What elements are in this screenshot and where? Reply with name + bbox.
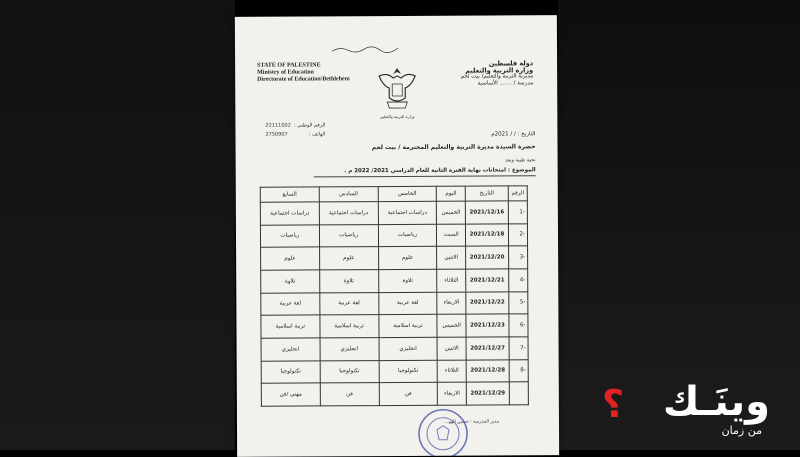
header-ar-directorate: مديرية التربية والتعليم/ بيت لحم — [460, 73, 534, 80]
header-cell: السابع — [260, 187, 319, 202]
row-grade7: انجليزي — [261, 338, 320, 361]
table-header-row — [260, 186, 527, 202]
principal-signature-line: مدير المدرسة : حسين الهو... — [444, 419, 499, 425]
row-date: 2021/12/16 — [465, 201, 508, 224]
table-row — [260, 223, 527, 247]
row-grade6: انجليزي — [320, 338, 379, 361]
row-grade5: فن — [379, 383, 438, 406]
row-grade6: فن — [320, 383, 379, 406]
row-date: 2021/12/22 — [466, 292, 509, 315]
question-mark-icon: ؟ — [602, 382, 625, 426]
row-grade7: تلاوة — [261, 270, 320, 293]
row-grade5: تكنولوجيا — [379, 360, 438, 383]
row-grade7: لغة عربية — [261, 293, 320, 316]
table-row — [261, 359, 528, 383]
row-day: الاربعاء — [437, 292, 466, 315]
header-cell: التاريخ — [465, 186, 508, 201]
table-row — [261, 337, 528, 361]
row-grade5: رياضيات — [378, 224, 437, 247]
row-day: الاثنين — [437, 337, 466, 360]
top-signature — [330, 44, 400, 54]
header-ar-ministry: وزارة التربية والتعليم — [465, 65, 534, 75]
header-english — [257, 62, 350, 83]
header-en-state: STATE OF PALESTINE — [257, 62, 321, 69]
row-number: -1 — [508, 201, 527, 224]
watermark-logo — [602, 380, 792, 442]
row-number: -5 — [509, 291, 528, 314]
row-grade6: دراسات اجتماعية — [319, 202, 378, 225]
row-grade6: علوم — [319, 247, 378, 270]
watermark-logo-text: وينَـك — [662, 379, 770, 425]
row-number: -3 — [509, 246, 528, 269]
row-date: 2021/12/28 — [466, 360, 509, 383]
header-en-directorate: Directorate of Education\Bethlehem — [257, 76, 350, 83]
header-ar-state: دولة فلسطين — [488, 59, 534, 68]
row-grade5: لغة عربية — [378, 292, 437, 315]
table-row — [261, 382, 528, 406]
row-grade6: لغة عربية — [320, 292, 379, 315]
row-number: -4 — [509, 269, 528, 292]
exam-schedule-table — [260, 185, 529, 406]
national-no: 22111002 — [265, 122, 291, 129]
row-day: الثلاثاء — [437, 360, 466, 383]
row-date: 2021/12/20 — [466, 246, 509, 269]
phone-number: 2750907 — [265, 131, 288, 138]
letter-addressee: حضرة السيدة مديرة التربية والتعليم المحترمة / بيت لحم — [371, 143, 536, 152]
phone-label: الهاتف : — [308, 131, 326, 138]
row-day: الثلاثاء — [437, 269, 466, 292]
row-date: 2021/12/18 — [465, 224, 508, 247]
header-cell: الرقم — [508, 186, 527, 201]
row-grade5: علوم — [378, 247, 437, 270]
row-number — [509, 382, 528, 405]
header-arabic — [461, 60, 534, 86]
row-number: -6 — [509, 314, 528, 337]
row-date: 2021/12/29 — [466, 382, 509, 405]
row-day: الاثنين — [437, 246, 466, 269]
row-day: الاربعاء — [438, 382, 467, 405]
row-date: 2021/12/21 — [466, 269, 509, 292]
row-date: 2021/12/23 — [466, 314, 509, 337]
row-grade6: رياضيات — [319, 224, 378, 247]
row-grade7: رياضيات — [260, 225, 319, 248]
row-number: -2 — [508, 223, 527, 246]
header-cell: اليوم — [437, 186, 466, 201]
table-row — [261, 269, 528, 293]
row-grade5: تلاوة — [378, 269, 437, 292]
row-grade7: علوم — [261, 247, 320, 270]
row-grade6: تربية اسلامية — [320, 315, 379, 338]
header-ar-school: مدرسة / ....... الأساسية — [477, 79, 534, 87]
table-row — [260, 201, 527, 225]
row-grade6: تكنولوجيا — [320, 360, 379, 383]
row-grade5: دراسات اجتماعية — [378, 201, 437, 224]
table-row — [261, 291, 528, 315]
row-number: -8 — [509, 359, 528, 382]
national-no-label: الرقم الوطني : — [293, 122, 326, 129]
table-row — [261, 314, 528, 338]
row-grade7: مهني /فن — [261, 383, 320, 406]
row-grade5: انجليزي — [379, 337, 438, 360]
header-cell: السادس — [319, 187, 378, 202]
letter-date: التاريخ : / / 2021م — [491, 131, 536, 138]
palestine-eagle-emblem — [375, 62, 419, 114]
row-grade7: دراسات اجتماعية — [260, 202, 319, 225]
row-day: السبت — [437, 224, 466, 247]
row-grade6: تلاوة — [319, 270, 378, 293]
row-day: الخميس — [437, 201, 466, 224]
document-page — [235, 15, 559, 457]
school-stamp — [417, 408, 469, 457]
row-grade5: تربية اسلامية — [378, 315, 437, 338]
subject-underline — [314, 175, 536, 177]
row-date: 2021/12/27 — [466, 337, 509, 360]
letter-subject: الموضوع : امتحانات نهاية الفترة الثانية للعام الدراسي 2021/ 2022 م . — [344, 167, 536, 175]
row-grade7: تربية اسلامية — [261, 315, 320, 338]
header-en-ministry: Ministry of Education — [257, 69, 314, 76]
watermark-logo-subtitle: من زمان — [721, 424, 762, 437]
header-cell: الخامس — [378, 186, 437, 201]
background-left — [0, 0, 235, 450]
row-day: الخميس — [437, 314, 466, 337]
row-grade7: تكنولوجيا — [261, 360, 320, 383]
emblem-caption: وزارة التربية والتعليم — [380, 113, 415, 120]
letter-greeting: تحية طيبة وبعد — [505, 157, 536, 164]
table-row — [261, 246, 528, 270]
reference-block — [265, 121, 325, 139]
row-number: -7 — [509, 337, 528, 360]
